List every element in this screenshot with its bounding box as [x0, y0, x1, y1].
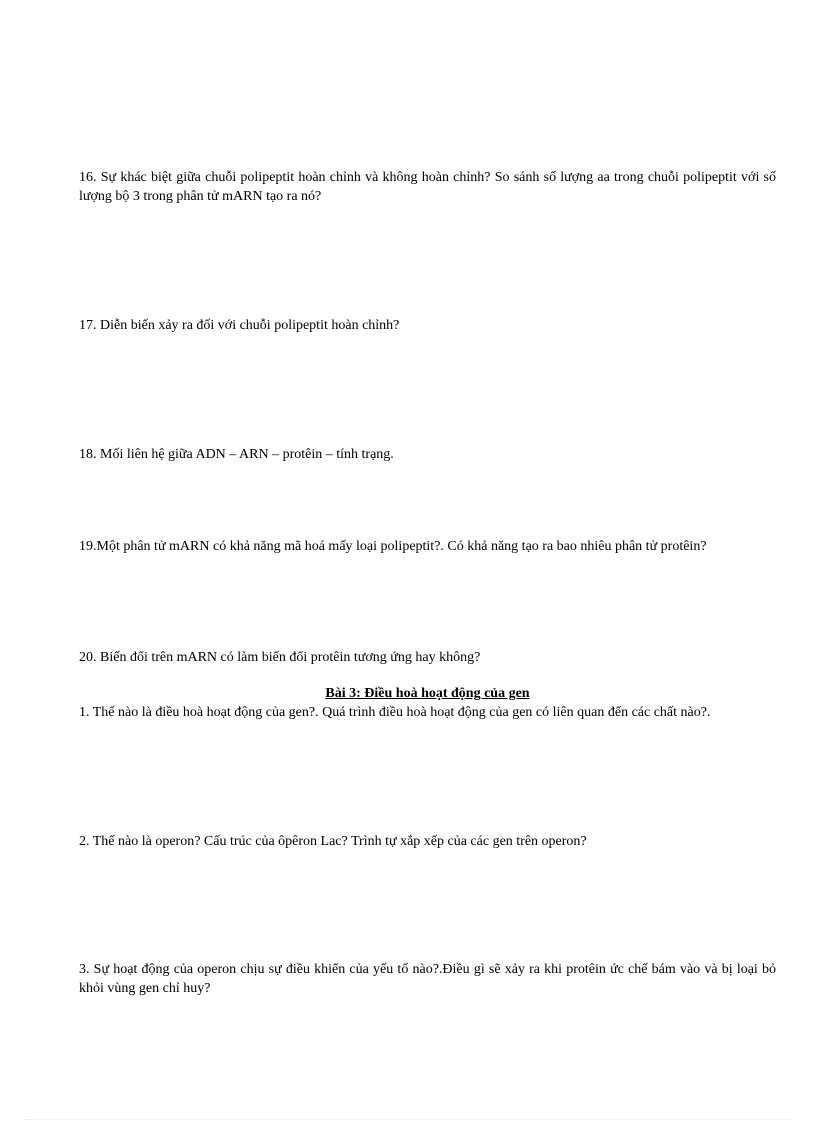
question-18: 18. Mối liên hệ giữa ADN – ARN – protêin – tính trạng. [79, 447, 394, 462]
section-heading-bai-3: Bài 3: Điều hoà hoạt động của gen [325, 686, 530, 701]
page-bottom-divider [24, 1119, 792, 1120]
question-bai3-1: 1. Thế nào là điều hoà hoạt động của gen?. Quá trình điều hoà hoạt động của gen có liên quan đến các chất nào?. [79, 705, 711, 720]
question-20: 20. Biến đổi trên mARN có làm biến đổi protêin tương ứng hay không? [79, 650, 481, 665]
question-16: 16. Sự khác biệt giữa chuỗi polipeptit hoàn chỉnh và không hoàn chỉnh? So sánh số lượng aa trong chuỗi polipeptit với số lượng bộ 3 trong phân tử mARN tạo ra nó? [79, 170, 776, 204]
question-19: 19.Một phân tử mARN có khả năng mã hoá mấy loại polipeptit?. Có khả năng tạo ra bao nhiêu phân tử protêin? [79, 539, 707, 554]
question-17: 17. Diễn biến xảy ra đối với chuỗi polipeptit hoàn chỉnh? [79, 318, 400, 333]
question-bai3-3: 3. Sự hoạt động của operon chịu sự điều khiển của yếu tố nào?.Điều gì sẽ xảy ra khi protêin ức chế bám vào và bị loại bỏ khỏi vùng gen chỉ huy? [79, 962, 776, 996]
question-bai3-2: 2. Thế nào là operon? Cấu trúc của ôpêron Lac? Trình tự xắp xếp của các gen trên operon? [79, 834, 587, 849]
